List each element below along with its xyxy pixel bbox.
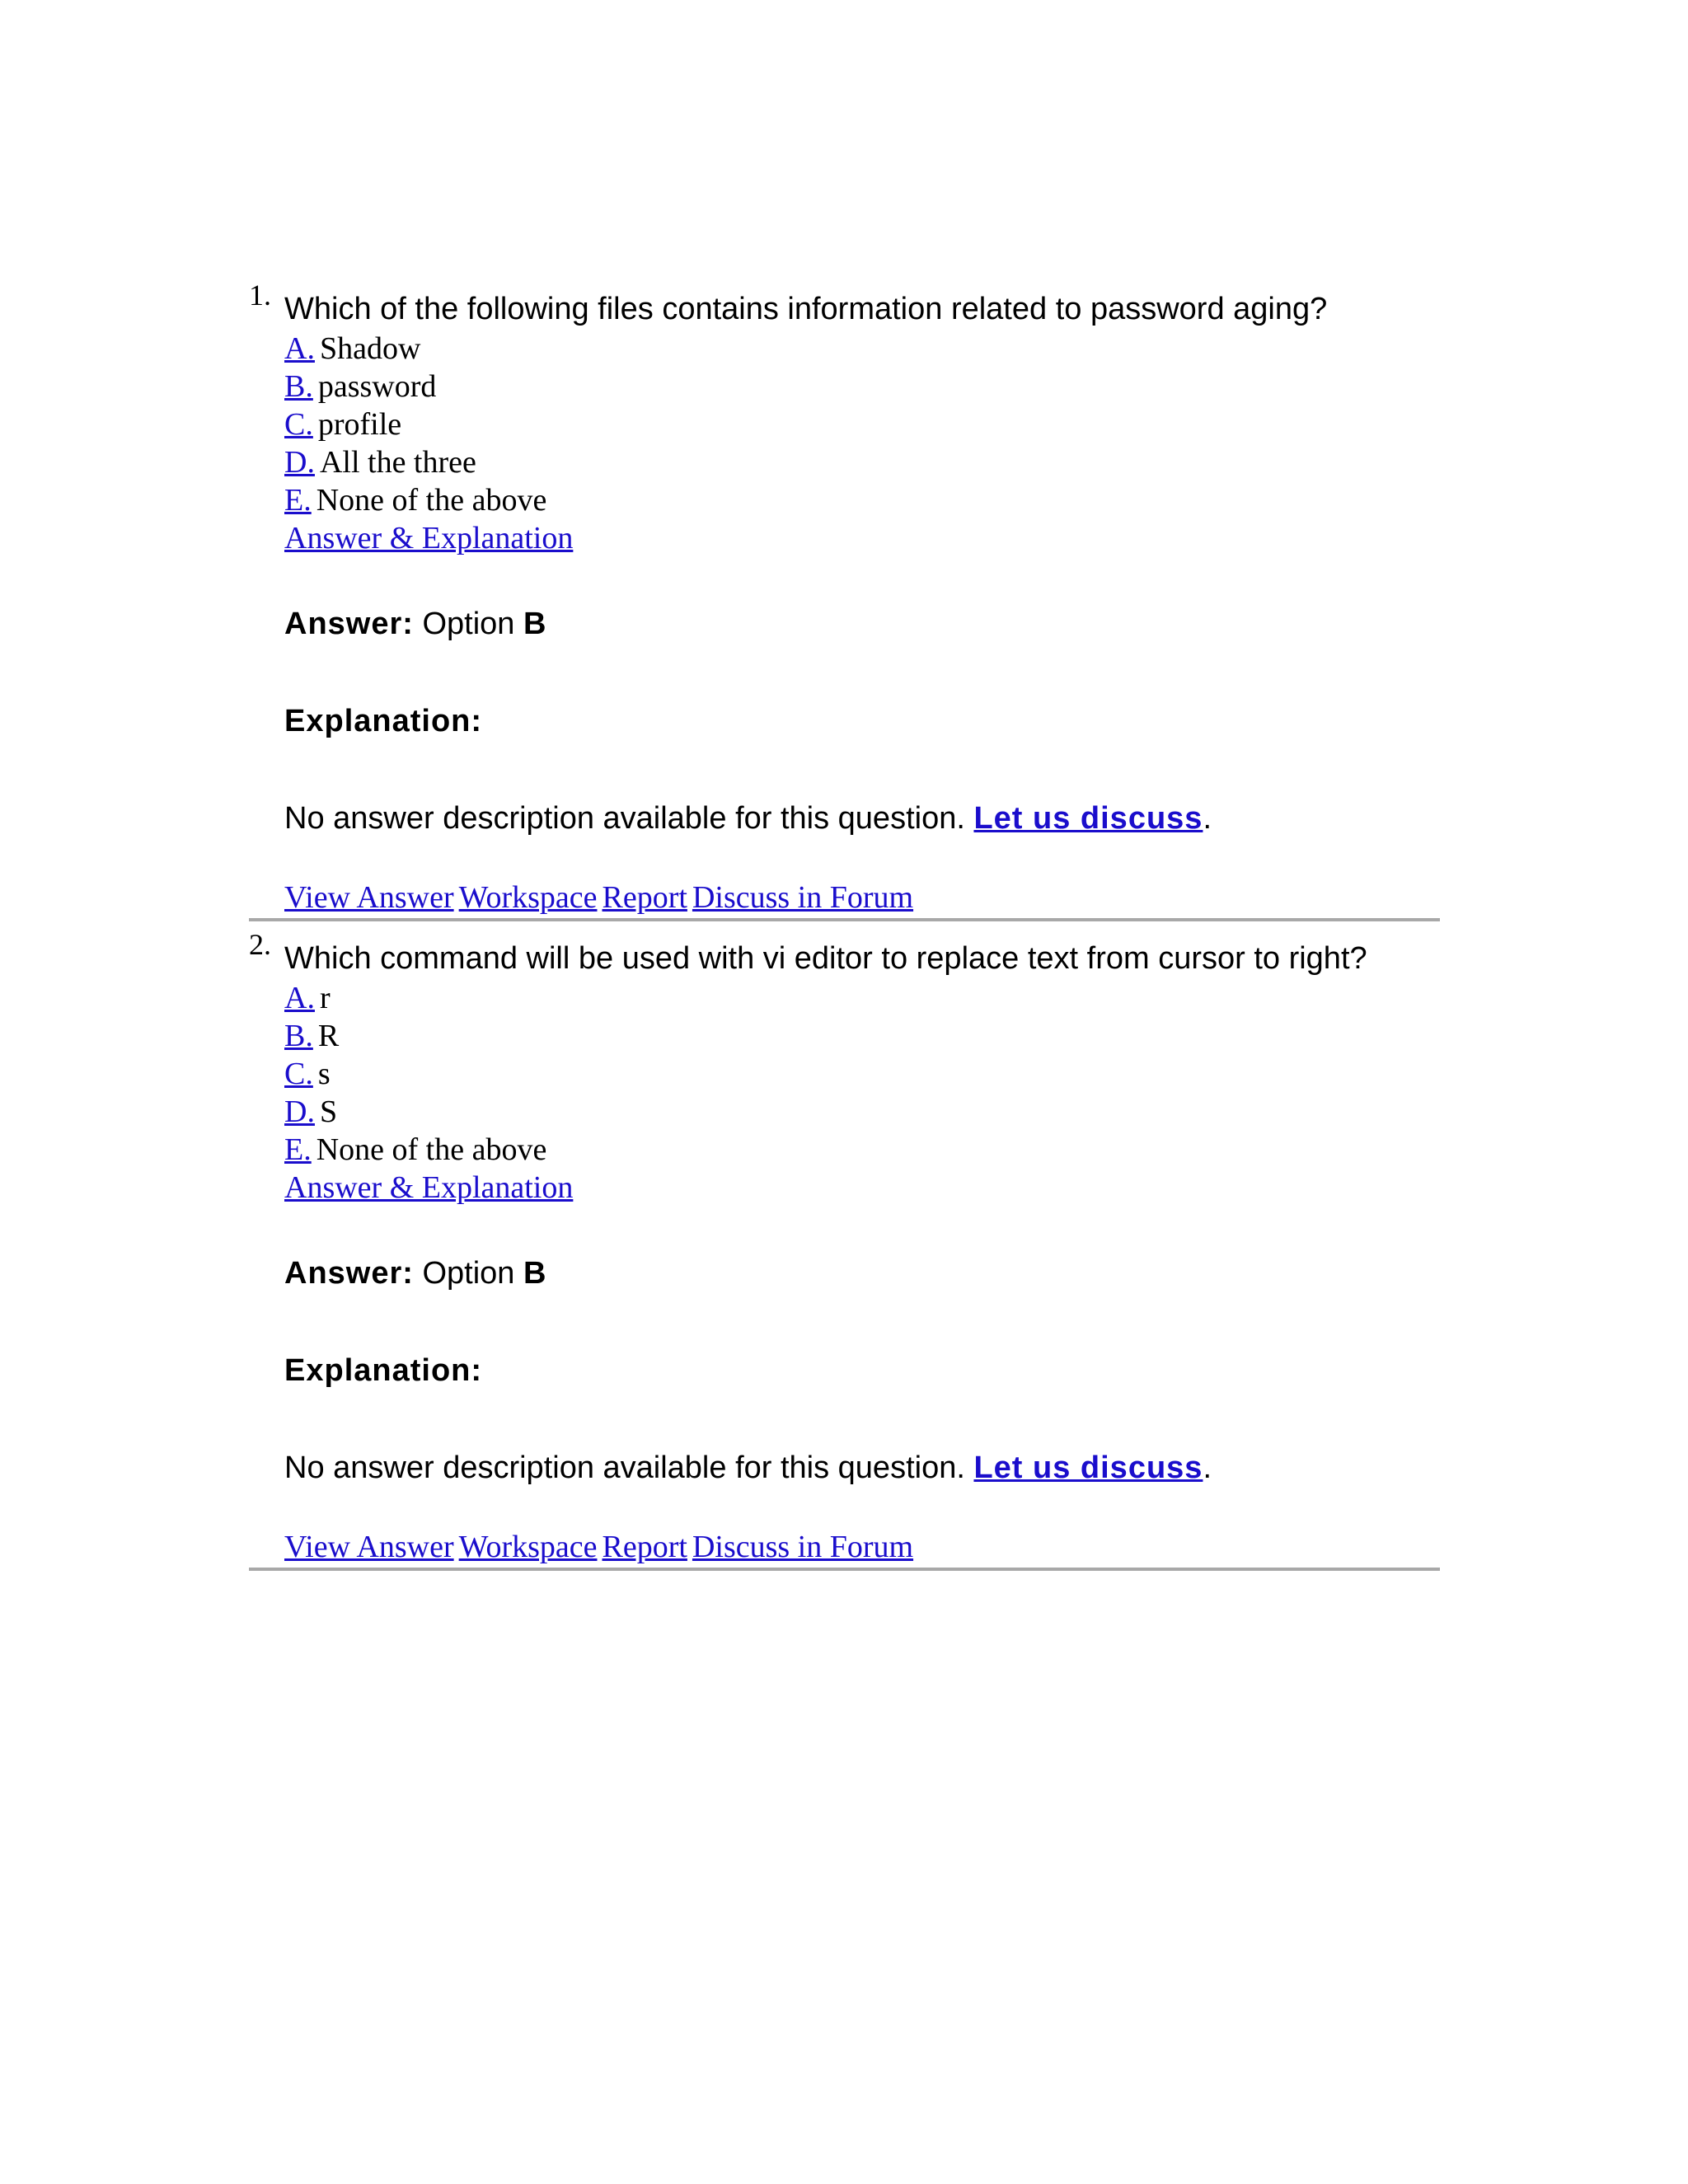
answer-line	[284, 1254, 1440, 1292]
option-c-link[interactable]: C.	[284, 1057, 313, 1091]
explanation-heading: Explanation:	[284, 1353, 483, 1388]
discuss-in-forum-link[interactable]: Discuss in Forum	[692, 880, 914, 915]
options-list	[284, 330, 1440, 519]
option-c-link[interactable]: C.	[284, 407, 313, 442]
option-b-text: R	[317, 1019, 340, 1053]
answer-letter: B	[523, 1256, 546, 1291]
answer-prefix: Option	[422, 1256, 515, 1291]
option-a	[284, 330, 1440, 368]
option-e	[284, 1131, 1440, 1169]
option-c	[284, 405, 1440, 443]
question-1	[249, 272, 1440, 921]
explanation-text	[284, 1449, 1440, 1487]
options-list	[284, 979, 1440, 1169]
report-link[interactable]: Report	[602, 1530, 687, 1564]
option-d-link[interactable]: D.	[284, 1094, 315, 1129]
question-number: 2.	[249, 928, 271, 961]
question-footer	[284, 879, 1440, 918]
question-number: 1.	[249, 279, 271, 312]
workspace-link[interactable]: Workspace	[458, 880, 598, 915]
explanation-body: No answer description available for this question.	[284, 1451, 965, 1485]
let-us-discuss-link[interactable]: Let us discuss	[973, 801, 1203, 836]
workspace-link[interactable]: Workspace	[458, 1530, 598, 1564]
option-e-link[interactable]: E.	[284, 483, 312, 518]
answer-label: Answer:	[284, 607, 414, 641]
option-e-link[interactable]: E.	[284, 1132, 312, 1167]
answer-prefix: Option	[422, 607, 515, 641]
option-d	[284, 1093, 1440, 1131]
explanation-body: No answer description available for this question.	[284, 801, 965, 836]
discuss-in-forum-link[interactable]: Discuss in Forum	[692, 1530, 914, 1564]
option-b-link[interactable]: B.	[284, 369, 313, 404]
option-b	[284, 1017, 1440, 1055]
option-e	[284, 481, 1440, 519]
explanation-end: .	[1203, 1451, 1212, 1485]
option-b-text: password	[317, 369, 437, 404]
option-a-text: Shadow	[319, 331, 421, 366]
option-c-text: s	[317, 1057, 331, 1091]
option-b	[284, 368, 1440, 405]
answer-label: Answer:	[284, 1256, 414, 1291]
answer-explanation-link[interactable]: Answer & Explanation	[284, 521, 574, 555]
explanation-heading: Explanation:	[284, 704, 483, 738]
report-link[interactable]: Report	[602, 880, 687, 915]
question-footer	[284, 1528, 1440, 1568]
option-d-text: S	[319, 1094, 338, 1129]
option-c	[284, 1055, 1440, 1093]
option-d-text: All the three	[319, 445, 476, 480]
view-answer-link[interactable]: View Answer	[284, 880, 454, 915]
option-e-text: None of the above	[316, 1132, 547, 1167]
question-text: Which of the following files contains information related to password aging?	[284, 292, 1328, 326]
option-e-text: None of the above	[316, 483, 547, 518]
option-a-link[interactable]: A.	[284, 981, 315, 1015]
option-a-text: r	[319, 981, 331, 1015]
option-a-link[interactable]: A.	[284, 331, 315, 366]
option-d	[284, 443, 1440, 481]
option-a	[284, 979, 1440, 1017]
question-2	[249, 921, 1440, 1571]
question-text: Which command will be used with vi editor to replace text from cursor to right?	[284, 941, 1367, 976]
view-answer-link[interactable]: View Answer	[284, 1530, 454, 1564]
explanation-text	[284, 799, 1440, 837]
option-b-link[interactable]: B.	[284, 1019, 313, 1053]
option-d-link[interactable]: D.	[284, 445, 315, 480]
answer-line	[284, 605, 1440, 643]
option-c-text: profile	[317, 407, 402, 442]
question-list	[249, 272, 1440, 1571]
answer-letter: B	[523, 607, 546, 641]
explanation-end: .	[1203, 801, 1212, 836]
answer-explanation-link[interactable]: Answer & Explanation	[284, 1170, 574, 1205]
let-us-discuss-link[interactable]: Let us discuss	[973, 1451, 1203, 1485]
